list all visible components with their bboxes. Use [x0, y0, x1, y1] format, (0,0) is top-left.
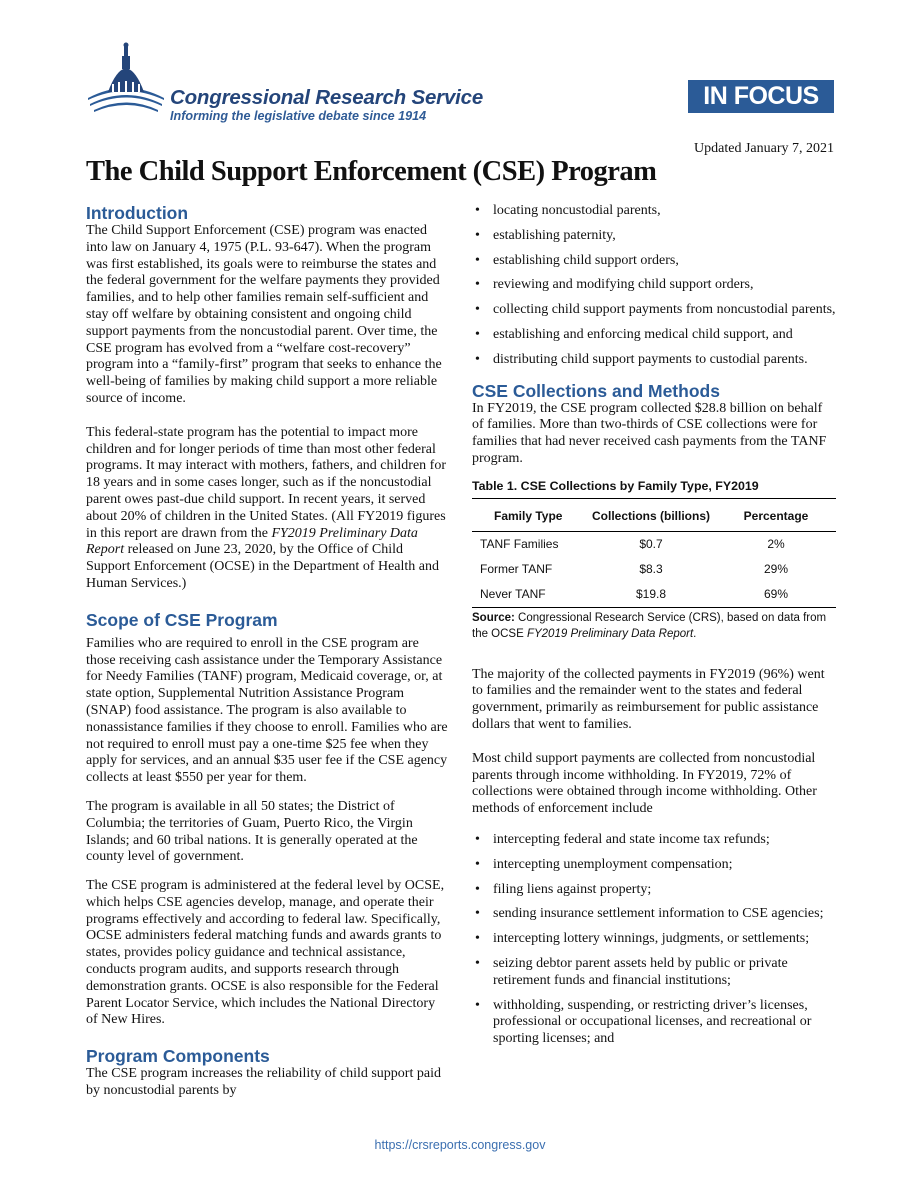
right-column [472, 203, 836, 1056]
list-item: • withholding, suspending, or restricting driver’s licenses, professional or occupational licenses, and recreational or sporting licenses; and [472, 998, 836, 1048]
list-item: • intercepting lottery winnings, judgments, or settlements; [472, 931, 836, 948]
page-header [0, 0, 920, 165]
table-row [472, 531, 836, 557]
list-item: • sending insurance settlement information to CSE agencies; [472, 906, 836, 923]
source-text: Congressional Research Service (CRS), based on data from the OCSE [472, 611, 827, 641]
components-heading: Program Components [86, 1046, 270, 1067]
intro-p2-text: This federal-state program has the potential to impact more children and for longer periods of time than most other federal programs. It may interact with mothers, fathers, and children for 18 years and in some cases longer, such as if the noncustodial parent owes past-due child support. In recent years, it served about 20% of children in the United States. (All FY2019 figures in this report are drawn from the [86, 424, 446, 541]
list-item: • distributing child support payments to custodial parents. [472, 352, 836, 369]
list-item: • locating noncustodial parents, [472, 203, 836, 220]
source-label: Source: [472, 611, 515, 624]
list-item: • seizing debtor parent assets held by public or private retirement funds and financial institutions; [472, 956, 836, 990]
header-percentage: Percentage [743, 508, 809, 523]
scope-heading: Scope of CSE Program [86, 609, 278, 630]
intro-paragraph-1: The Child Support Enforcement (CSE) program was enacted into law on January 4, 1975 (P.L. 93-647). When the program was first established, its goals were to reimburse the states and the federal government for the welfare payments they provided families, and to help other families remain self-sufficient and stay off welfare by obtaining consistent and ongoing child support payments from the noncustodial parent. Over time, the CSE program has evolved from a “welfare cost-recovery” program into a “family-first” program that seeks to enhance the well-being of families by making child support a more reliable source of income. [86, 223, 442, 406]
scope-paragraph-3: The CSE program is administered at the federal level by OCSE, which helps CSE agencies develop, manage, and operate their programs effectively and according to federal law. Specifically, OCSE administers federal matching funds and awards grants to states, provides policy guidance and technical assistance, conducts program audits, and supports research through demonstration grants. OCSE is also responsible for the Federal Parent Locator Service, which includes the National Directory of New Hires. [86, 878, 445, 1028]
table-row [472, 557, 836, 582]
list-item: • intercepting unemployment compensation; [472, 857, 836, 874]
header-family-type: Family Type [494, 508, 563, 523]
cell-family: Former TANF [480, 561, 553, 576]
components-paragraph-1: The CSE program increases the reliability of child support paid by noncustodial parents by [86, 1066, 441, 1099]
left-column [86, 203, 450, 1117]
table-row [472, 582, 836, 608]
list-item: • collecting child support payments from noncustodial parents, [472, 302, 836, 319]
list-item: • establishing paternity, [472, 228, 836, 245]
list-item: • filing liens against property; [472, 882, 836, 899]
collections-heading: CSE Collections and Methods [472, 380, 720, 401]
table-title: Table 1. CSE Collections by Family Type, FY2019 [472, 478, 759, 493]
intro-paragraph-2 [86, 425, 450, 593]
cell-amount: $0.7 [639, 536, 663, 551]
cell-amount: $8.3 [639, 561, 663, 576]
cell-percentage: 2% [767, 536, 785, 551]
cell-percentage: 29% [763, 561, 789, 576]
source-end: . [693, 628, 697, 641]
collections-paragraph-2: The majority of the collected payments in FY2019 (96%) went to families and the remainder went to the states and federal government, primarily as reimbursement for public assistance dollars that went to families. [472, 666, 825, 732]
capitol-dome-icon [86, 40, 166, 120]
collections-paragraph-3: Most child support payments are collected from noncustodial parents through income withholding. In FY2019, 72% of collections were obtained through income withholding. Other methods of enforcement include [472, 750, 817, 817]
cell-family: TANF Families [480, 536, 559, 551]
table-header-row [472, 498, 836, 531]
scope-paragraph-1: Families who are required to enroll in the CSE program are those receiving cash assistance under the Temporary Assistance for Needy Families (TANF) program, Medicaid coverage, or, at state option, Supplemental Nutrition Assistance Program (SNAP) food assistance. The program is also available to nonassistance families if they choose to enroll. Families who are not required to enroll must pay a one-time $25 fee when they apply for services, and an annual $35 user fee if the CSE agency collects at least $550 per year for them. [86, 635, 448, 786]
enforcement-methods-list [472, 832, 836, 1048]
cell-amount: $19.8 [635, 586, 667, 601]
table-source-note [472, 610, 836, 643]
page-title: The Child Support Enforcement (CSE) Program [86, 156, 657, 187]
report-title-italic: FY2019 Preliminary Data Report [86, 525, 418, 558]
org-tagline: Informing the legislative debate since 1914 [170, 109, 427, 123]
collections-table [472, 498, 836, 608]
list-item: • reviewing and modifying child support orders, [472, 277, 836, 294]
scope-paragraph-2: The program is available in all 50 states; the District of Columbia; the territories of Guam, Puerto Rico, the Virgin Islands; and 60 tribal nations. It is generally operated at the county level of government. [86, 798, 418, 865]
list-item: • establishing and enforcing medical child support, and [472, 327, 836, 344]
collections-paragraph-1: In FY2019, the CSE program collected $28.8 billion on behalf of families. More than two-thirds of CSE collections were for families that had never received cash payments from the TANF program. [472, 400, 827, 466]
in-focus-badge: IN FOCUS [688, 80, 834, 113]
components-list [472, 203, 836, 369]
intro-heading: Introduction [86, 203, 189, 223]
list-item: • establishing child support orders, [472, 253, 836, 270]
org-name: Congressional Research Service [170, 86, 484, 109]
cell-family: Never TANF [480, 586, 546, 601]
list-item: • intercepting federal and state income tax refunds; [472, 832, 836, 849]
header-collections: Collections (billions) [591, 508, 710, 523]
updated-date: Updated January 7, 2021 [694, 141, 834, 156]
cell-percentage: 69% [763, 586, 789, 601]
intro-p2-text-end: released on June 23, 2020, by the Office of Child Support Enforcement (OCSE) in the Department of Health and Human Services.) [86, 542, 440, 591]
footer-url[interactable]: https://crsreports.congress.gov [374, 1138, 546, 1152]
source-report-italic: FY2019 Preliminary Data Report [526, 628, 694, 641]
